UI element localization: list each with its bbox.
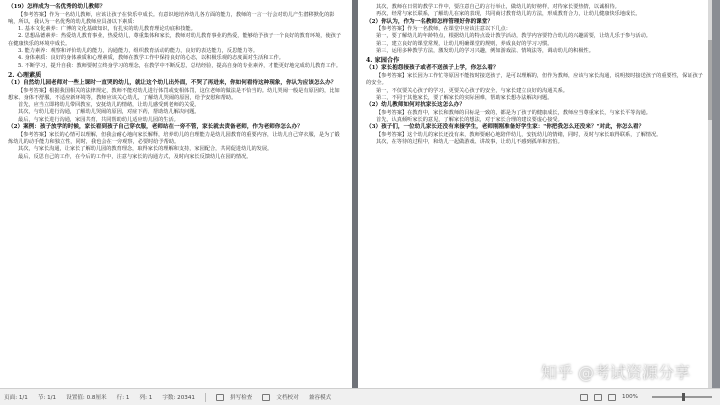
doc-proof-button[interactable]: 文档校对 — [276, 395, 299, 401]
paragraph: 1. 基本文化素养：广博的文化基础知识，有扎实的幼儿教育理论功底和技能。 — [18, 26, 196, 33]
paragraph: 【参考答案】根据我国相关的法律规定，教师不能对幼儿进行体罚或变相体罚，这位老师的做法是不恰当的。幼儿哭闹一般是有原因的，比如想家、身体不舒服、不适应新环境等，教师应该关心幼儿，了解幼儿哭闹的原因，给予安慰和帮助。 — [8, 87, 340, 101]
question-heading: （3）孩子们，一位幼儿家长还没有来接学生，老师刚刚准备好学生家："你把我怎么还没来？"对此，你怎么看？ — [366, 124, 645, 131]
status-settings[interactable]: 设置值: 0.8厘米 — [66, 395, 107, 401]
paragraph: 第二，不同于其他家长，要了解家长的实际困难，帮助家长想办法解决问题。 — [376, 94, 553, 101]
paragraph: 【参考答案】这个幼儿的家长还没有来，教师要耐心地陪伴幼儿，安抚幼儿的情绪，同时，及时与家长取得联系，了解情况。 — [376, 131, 662, 138]
paragraph: 【参考答案】家长的心情可以理解，但我会耐心地向家长解释，培养幼儿的自理能力是幼儿园教育的重要内容，让幼儿自己穿衣服，是为了锻炼幼儿的动手能力和独立性，同时，我也会在一旁观察，必要时给予帮助。 — [8, 131, 340, 145]
page-view-icon[interactable] — [580, 394, 588, 401]
paragraph: 最后，反思自己的工作，在今后的工作中，注意与家长的沟通方式，及时向家长反馈幼儿在园的情况。 — [18, 153, 252, 160]
document-page-left — [0, 0, 352, 388]
vertical-scrollbar[interactable] — [708, 0, 712, 388]
view-controls — [580, 394, 716, 401]
question-heading: （19）怎样成为一名优秀的幼儿教师？ — [8, 4, 106, 10]
paragraph: 最后，与家长进行沟通，家园共育，共同帮助幼儿适应幼儿园的生活。 — [18, 116, 179, 123]
status-pages[interactable]: 页面: 1/1 — [4, 395, 28, 401]
paragraph: 【参考答案】家长因为工作忙等原因不能按时接送孩子，是可以理解的，但作为教师，应该与家长沟通，说明按时接送孩子的重要性，保证孩子的安全。 — [366, 72, 703, 87]
paragraph: 其次，在等待的过程中，和幼儿一起做游戏、讲故事，让幼儿不感到孤单和害怕。 — [376, 139, 563, 146]
question-heading: （2）你认为，作为一名教师怎样管理好你的课堂？ — [366, 18, 493, 25]
status-word-count[interactable]: 字数: 20341 — [162, 395, 195, 401]
paragraph: 第二，建立良好的课堂常规，让幼儿明确课堂的规则，养成良好的学习习惯。 — [376, 40, 553, 47]
spellcheck-icon[interactable] — [216, 394, 224, 401]
paragraph: 【参考答案】作为一名教师，在课堂中应该注意以下几点： — [376, 26, 511, 33]
proofread-icon[interactable] — [262, 394, 270, 401]
compat-mode-label: 兼容模式 — [308, 395, 332, 401]
paragraph: 其次，与幼儿进行沟通，了解幼儿哭闹的原因，对症下药，帮助幼儿解决问题。 — [18, 109, 200, 116]
question-heading: （1）自然幼儿园老师对一些上课时一直哭的幼儿，就让这个幼儿出外面，不哭了再进来，你如何看待这种现象，你认为应该怎么办？ — [8, 79, 337, 86]
zoom-slider-knob[interactable] — [682, 393, 685, 401]
paragraph: 【参考答案】作为一名幼儿教师，应该让孩子在快乐中成长。有意识地培养幼儿各方面的能力，教师的一言一行会对幼儿产生潜移默化的影响，所以，我认为一名优秀的幼儿教师应具备以下素质： — [8, 11, 335, 25]
scrollbar-thumb[interactable] — [708, 40, 712, 120]
document-page-right — [358, 0, 712, 388]
web-view-icon[interactable] — [594, 394, 602, 401]
section-heading: 4. 家园合作 — [366, 57, 400, 65]
paragraph: 首先，应当立即将幼儿带回教室，安抚幼儿的情绪，让幼儿感受到老师的关爱。 — [18, 102, 200, 109]
paragraph: 2. 思想品德素养：热爱幼儿教育事业，热爱幼儿，尊重集体和家长，教师对幼儿教育事业的热爱，能够给予孩子一个良好的教育环境，使孩子在健康快乐的环境中成长。 — [8, 33, 342, 47]
paragraph: 首先，认真倾听家长的意见，了解家长的想法，对于家长合理的建议要虚心接受。 — [376, 117, 563, 124]
paragraph: 5. 不断学习，提升自我：教师要树立终身学习的理念，在教学中不断反思，总结经验，提高自身的专业素养，才能更好地完成幼儿教育工作。 — [18, 62, 342, 69]
paragraph: 第一，不仅要关心孩子的学习，更要关心孩子的安全，与家长建立良好的沟通关系。 — [376, 87, 568, 94]
spell-check-button[interactable]: 拼写检查 — [229, 395, 253, 401]
paragraph: 第一，要了解幼儿的年龄特点，根据幼儿的特点设计教学活动，教学内容要符合幼儿的兴趣需要，让幼儿乐于参与活动。 — [376, 33, 651, 40]
paragraph: 【参考答案】在教育中，家长和教师的目标是一致的，都是为了孩子的健康成长，教师应当尊重家长，与家长平等沟通。 — [376, 109, 651, 116]
status-section[interactable]: 节: 1/1 — [37, 395, 57, 401]
status-col: 列: 1 — [139, 395, 153, 401]
divider — [205, 393, 206, 402]
paragraph: 4. 身体素质：良好的身体素质和心理素质，教师在教学工作中保持良好的心态，以积极乐观的态度面对生活和工作。 — [18, 55, 284, 62]
outline-view-icon[interactable] — [608, 394, 616, 401]
paragraph: 第三，运用多种教学方法，激发幼儿的学习兴趣，例如游戏法、情境法等，调动幼儿的积极性。 — [376, 48, 594, 55]
watermark: 知乎 @考试资源分享 — [540, 363, 690, 382]
question-heading: （2）案例：孩子放学的时候，家长看到孩子自己穿衣服，老师站在一旁不管，家长就去责备老师，作为老师你怎么办？ — [8, 124, 303, 131]
section-heading: 2. 心理素质 — [8, 71, 42, 79]
paragraph: 其次，教师在日常的教学工作中，要注意自己的言行举止，做幼儿的好榜样，对待家长要热情，以诚相待。 — [376, 4, 620, 10]
zoom-level[interactable]: 100% — [622, 394, 638, 400]
paragraph: 3. 能力素养：观察和评价幼儿的能力，沟通能力，组织教育活动的能力，良好的表达能力，反思能力等。 — [18, 48, 259, 55]
paragraph: 其次，与家长沟通，让家长了解幼儿园的教育理念，取得家长的理解和支持，家园配合，共同促进幼儿的发展。 — [18, 146, 273, 153]
status-row: 行: 1 — [116, 395, 130, 401]
question-heading: （2）幼儿教师如何对抗家长这怎么办？ — [366, 102, 465, 109]
question-heading: （1）家长抱怨接孩子或者不送孩子上学，你怎么看？ — [366, 65, 499, 72]
zoom-slider[interactable] — [652, 396, 712, 398]
paragraph: 再次，经常与家长联系，了解幼儿在家的表现，共同商讨教育幼儿的方法，形成教育合力，让幼儿健康快乐地成长。 — [376, 11, 641, 18]
status-bar — [0, 388, 720, 405]
